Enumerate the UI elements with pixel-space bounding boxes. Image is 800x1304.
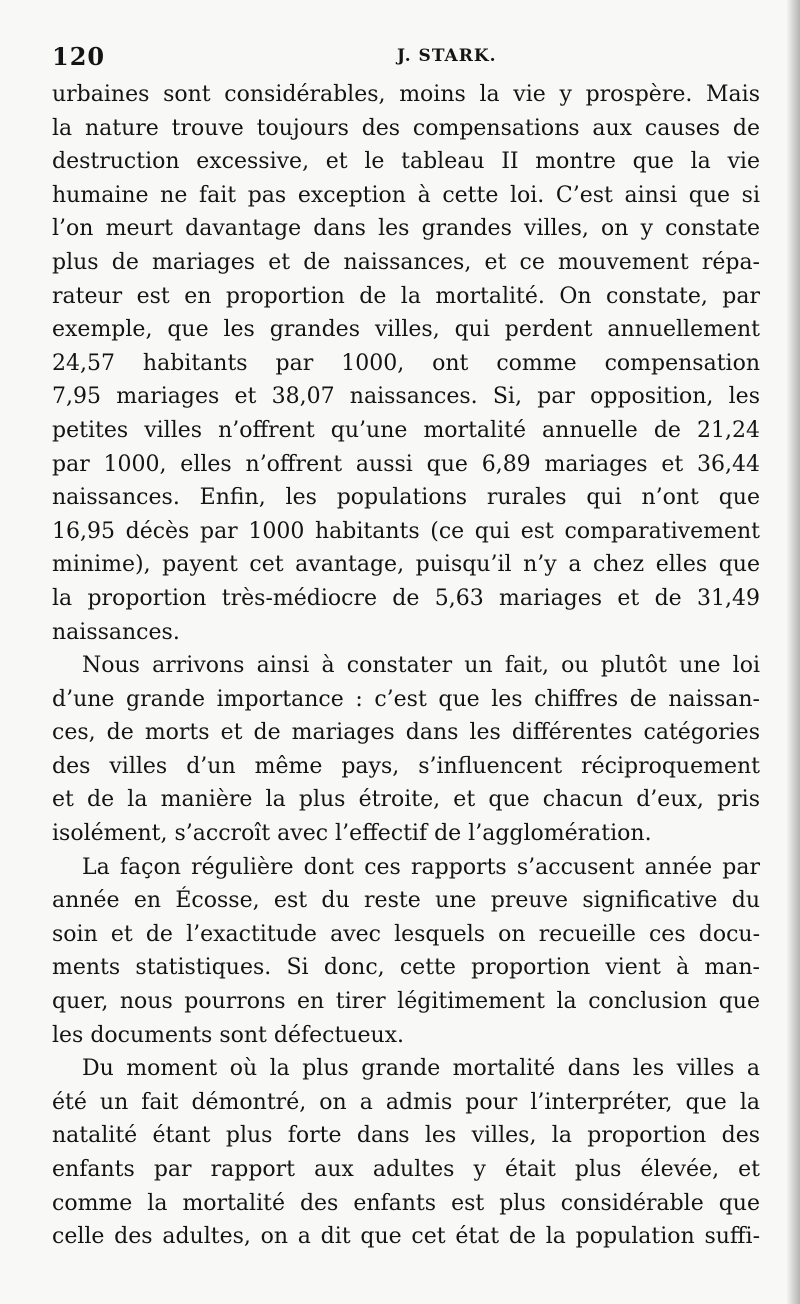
text-line: rateur est en proportion de la mortalité. On constate, par <box>52 283 760 309</box>
text-line: ments statistiques. Si donc, cette proportion vient à man- <box>52 955 760 981</box>
text-line: comme la mortalité des enfants est plus considérable que <box>52 1190 760 1216</box>
text-line: enfants par rapport aux adultes y était plus élevée, et <box>52 1157 760 1182</box>
text-line: naissances. Enfin, les populations rurales qui n’ont que <box>52 485 760 511</box>
text-line: 16,95 décès par 1000 habitants (ce qui est comparativement <box>52 518 760 544</box>
text-line: minime), payent cet avantage, puisqu’il n’y a chez elles que <box>52 552 760 578</box>
text-line: natalité étant plus forte dans les villes, la proportion des <box>52 1123 760 1149</box>
body-text <box>52 78 760 1254</box>
text-line: humaine ne fait pas exception à cette loi. C’est ainsi que si <box>52 182 760 208</box>
text-line: isolément, s’accroît avec l’effectif de l’agglomération. <box>52 821 652 847</box>
text-line: la nature trouve toujours des compensations aux causes de <box>52 115 760 141</box>
text-line: d’une grande importance : c’est que les chiffres de naissan- <box>52 686 760 712</box>
text-line: plus de mariages et de naissances, et ce mouvement répa- <box>52 249 760 275</box>
text-line: les documents sont défectueux. <box>52 1022 405 1048</box>
text-line: soin et de l’exactitude avec lesquels on recueille ces docu- <box>52 921 760 947</box>
text-line: des villes d’un même pays, s’influencent réciproquement <box>52 753 760 779</box>
text-line: naissances. <box>52 619 180 645</box>
text-line: quer, nous pourrons en tirer légitimement la conclusion que <box>52 989 760 1015</box>
text-line: l’on meurt davantage dans les grandes villes, on y constate <box>52 216 760 242</box>
text-line: ces, de morts et de mariages dans les différentes catégories <box>52 720 760 746</box>
page-edge-shadow <box>786 0 800 1304</box>
text-line: urbaines sont considérables, moins la vie y prospère. Mais <box>52 82 760 107</box>
running-head: J. STARK. <box>397 46 497 66</box>
text-line: et de la manière la plus étroite, et que chacun d’eux, pris <box>52 787 760 813</box>
text-line: la proportion très-médiocre de 5,63 mariages et de 31,49 <box>52 585 760 611</box>
page-header <box>52 42 752 72</box>
text-line: 7,95 mariages et 38,07 naissances. Si, par opposition, les <box>52 384 760 410</box>
page-number: 120 <box>52 42 106 71</box>
text-line: celle des adultes, on a dit que cet état de la population suffi- <box>52 1224 760 1250</box>
text-line: exemple, que les grandes villes, qui perdent annuellement <box>52 317 760 343</box>
text-line: par 1000, elles n’offrent aussi que 6,89 mariages et 36,44 <box>52 451 760 477</box>
text-line: Du moment où la plus grande mortalité dans les villes a <box>82 1056 760 1082</box>
text-line: La façon régulière dont ces rapports s’accusent année par <box>82 854 760 880</box>
text-line: 24,57 habitants par 1000, ont comme compensation <box>52 350 760 376</box>
text-line: année en Écosse, est du reste une preuve significative du <box>52 888 760 914</box>
text-line: destruction excessive, et le tableau II montre que la vie <box>52 149 760 175</box>
text-line: été un fait démontré, on a admis pour l’interpréter, que la <box>52 1089 760 1115</box>
text-line: Nous arrivons ainsi à constater un fait, ou plutôt une loi <box>82 653 760 679</box>
text-line: petites villes n’offrent qu’une mortalité annuelle de 21,24 <box>52 417 760 443</box>
